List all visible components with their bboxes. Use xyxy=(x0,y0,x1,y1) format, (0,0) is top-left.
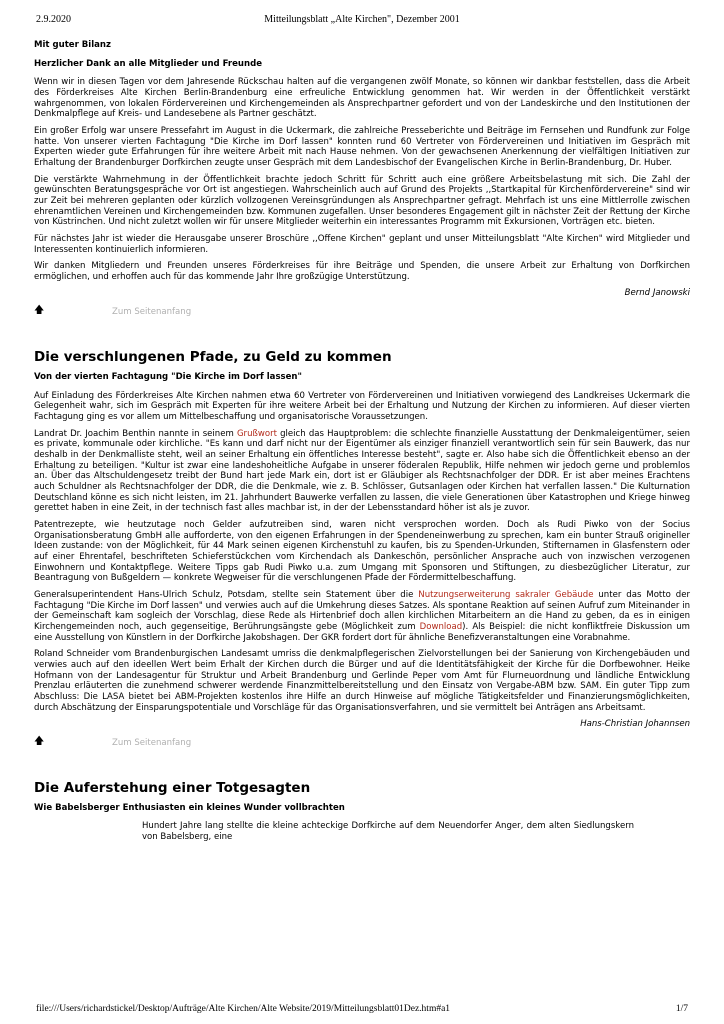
paragraph xyxy=(34,590,690,643)
text-run: Generalsuperintendent Hans-Ulrich Schulz, Potsdam, stellte sein Statement über die xyxy=(34,589,419,600)
print-title: Mitteilungsblatt „Alte Kirchen", Dezember 2001 xyxy=(264,14,460,25)
text-run: ). Als Beispiel: die nicht konfliktfreie Diskussion um eine Ausstellung von Künstlern in der Dorfkirche Jakobshagen. Der GKR fordert dort für ähnliche Benefizveranstaltungen eine Vorabnahme. xyxy=(34,621,690,643)
paragraph: Für nächstes Jahr ist wieder die Herausgabe unserer Broschüre ,,Offene Kirchen" geplant und unser Mitteilungsblatt "Alte Kirchen" wird Mitglieder und Interessenten kontinuierlich informieren. xyxy=(34,233,690,255)
paragraph xyxy=(34,429,690,514)
print-footer xyxy=(36,1004,688,1018)
page-number: 1/7 xyxy=(675,1004,688,1014)
back-to-top-link[interactable] xyxy=(34,307,690,319)
file-path: file:///Users/richardstickel/Desktop/Aufträge/Alte Kirchen/Alte Website/2019/Mitteilungsblatt01Dez.htm#a1 xyxy=(36,1004,451,1014)
back-to-top-label[interactable]: Zum Seitenanfang xyxy=(112,307,192,318)
print-header xyxy=(36,14,688,28)
paragraph: Roland Schneider vom Brandenburgischen Landesamt umriss die denkmalpflegerischen Zielvorstellungen bei der Sanierung von Kirchengebäuden und verwies auch auf den ideellen Wert beim Erhalt der Kirchen durch die Bürger und auf die Identitätsfähigkeit der Kirche für die Dorfbewohner. Heike Hofmann von der Landesagentur für Struktur und Arbeit Brandenburg und Gerlinde Peper vom Amt für Flurneuordnung und ländliche Entwicklung Prenzlau erläuterten die zunehmend schwerer werdende Finanzmittelbereitstellung und den Einsatz von Vergabe-ABM bzw. SAM. Ein guter Tipp zum Abschluss: Die LASA bietet bei ABM-Projekten kostenlos ihre Hilfe an durch Hinweise auf mögliche Tätigkeitsfelder und Finanzierungsmöglichkeiten, durch Abschätzung der Einsparungspotentiale und Vorschläge für das Organisationsverfahren, und sie vermittelt bei Anträgen ans Arbeitsamt. xyxy=(34,649,690,713)
paragraph: Wenn wir in diesen Tagen vor dem Jahresende Rückschau halten auf die vergangenen zwölf Monate, so können wir dankbar feststellen, dass die Arbeit des Förderkreises Alte Kirchen Berlin-Brandenburg eine erfreuliche Entwicklung genommen hat. Wir werden in der Öffentlichkeit verstärkt wahrgenommen, von lokalen Fördervereinen und Kirchengemeinden als Ansprechpartner gefordert und von der Landeskirche und den Institutionen der Denkmalpflege auf Kreis- und Landesebene als Partner geschätzt. xyxy=(34,77,690,120)
paragraph: Die verstärkte Wahrnehmung in der Öffentlichkeit brachte jedoch Schritt für Schritt auch eine größere Arbeitsbelastung mit sich. Die Zahl der gewünschten Beratungsgespräche vor Ort ist angestiegen. Wahrscheinlich auch auf Grund des Projekts ,,Startkapital für Kirchenfördervereine" sind wir zur Zeit bei mehreren geplanten oder kürzlich vollzogenen Vereinsgründungen als Ansprechpartner gefragt. Mehrfach ist uns eine Mittlerrolle zwischen ehrenamtlichen Vereinen und Kirchengemeinden bzw. Kommunen zugefallen. Unser besonderes Engagement gilt in nächster Zeit der Rettung der Kirche von Küstrinchen. Und nicht zuletzt wollen wir für unsere Mitglieder weiterhin ein interessantes Programm mit Exkursionen, Vorträgen etc. bieten. xyxy=(34,174,690,228)
author-signature: Bernd Janowski xyxy=(624,288,690,299)
arrow-up-icon: 🡅 xyxy=(34,735,45,747)
article-title: Die verschlungenen Pfade, zu Geld zu kommen xyxy=(34,349,392,366)
paragraph: Auf Einladung des Förderkreises Alte Kirchen nahmen etwa 60 Vertreter von Fördervereinen und Initiativen vorwiegend des Landkreises Uckermark die Gelegenheit wahr, sich im Gespräch mit Experten für ihre weitere Arbeit bei der Erhaltung und Nutzung der Kirchen zu informieren. Auf dieser vierten Fachtagung ging es vor allem um Mittelbeschaffung und organisatorische Voraussetzungen. xyxy=(34,390,690,423)
paragraph: Ein großer Erfolg war unsere Pressefahrt im August in die Uckermark, die zahlreiche Presseberichte und Beiträge im Fernsehen und Rundfunk zur Folge hatte. Von unserer vierten Fachtagung "Die Kirche im Dorf lassen" konnten rund 60 Vertreter von Fördervereinen und Initiativen im Gespräch mit Experten wieder gute Erfahrungen für ihre weitere Arbeit mit nach Hause nehmen. Von der gewachsenen Anerkennung der vielfältigen Initiativen zur Erhaltung der Brandenburger Dorfkirchen zeugte unser Gespräch mit dem Landesbischof der Evangelischen Kirche in Berlin-Brandenburg, Dr. Huber. xyxy=(34,125,690,168)
grusswort-link[interactable]: Grußwort xyxy=(236,428,277,439)
back-to-top-link[interactable] xyxy=(34,735,690,750)
section-subtitle: Herzlicher Dank an alle Mitglieder und Freunde xyxy=(34,58,263,69)
download-link[interactable]: Download xyxy=(419,621,463,632)
section-kicker: Mit guter Bilanz xyxy=(34,40,111,50)
text-run: gleich das Hauptproblem: die schlechte finanzielle Ausstattung der Denkmaleigentümer, seien es private, kommunale oder kirchliche. "Es kann und darf nicht nur der Eigentümer als einziger finanziell verantwortlich sein für sein Bauwerk, das nur deshalb in der Denkmalliste steht, weil an seiner Erhaltung ein öffentliches Interesse besteht", sagte er. Also habe sich die Öffentlichkeit ebenso an der Erhaltung zu beteiligen. "Kultur ist zwar eine landeshoheitliche Aufgabe in unserer föderalen Republik, Hilfe nehmen wir jedoch gerne und problemlos an. Über das Altschuldengesetz treibt der Bund hart jede Mark ein, dort ist er Gläubiger als Rechtsnachfolger der DDR. Er ist aber meines Erachtens auch Schuldner als Rechtsnachfolger der DDR, die die Denkmale, wie z. B. Schlösser, Gutsanlagen oder Kirchen hat verfallen lassen." Die Kulturnation Deutschland könne es sich nicht leisten, im 21. Jahrhundert Bauwerke verfallen zu lassen, die viele Generationen über Katastrophen und Kriege hinweg gerettet haben in eine Zeit, in der technisch fast alles machbar ist, in der der Lebensstandard höher ist als je zuvor. xyxy=(34,428,690,514)
article-subtitle: Wie Babelsberger Enthusiasten ein kleines Wunder vollbrachten xyxy=(34,802,345,813)
article-title: Die Auferstehung einer Totgesagten xyxy=(34,779,311,796)
paragraph: Hundert Jahre lang stellte die kleine achteckige Dorfkirche auf dem Neuendorfer Anger, dem alten Siedlungskern von Babelsberg, eine xyxy=(142,821,634,843)
article-subtitle: Von der vierten Fachtagung "Die Kirche im Dorf lassen" xyxy=(34,372,302,383)
paragraph: Patentrezepte, wie heutzutage noch Gelder aufzutreiben sind, waren nicht versprochen worden. Doch als Rudi Piwko von der Socius Organisationsberatung GmbH alle aufforderte, von den eigenen Erfahrungen in der Spendeneinwerbung zu sprechen, kam ein bunter Strauß origineller Ideen zustande: von der Möglichkeit, für 44 Mark seinen eigenen Kirchenstuhl zu kaufen, bis zu Spenden-Urkunden, Stifternamen in Glasfenstern oder auf einer Ehrentafel, beschrifteten Schieferstückchen vom Kirchendach als Dankeschön, persönlicher Ansprache auch von inzwischen verzogenen Einwohnern und Kontaktpflege. Weitere Tipps gab Rudi Piwko u.a. zum Umgang mit Sponsoren und Stiftungen, zu diesbezüglicher Literatur, zur Beantragung von Bußgeldern — konkrete Wegweiser für die verschlungenen Pfade der Fördermittelbeschaffung. xyxy=(34,520,690,584)
back-to-top-label[interactable]: Zum Seitenanfang xyxy=(112,737,192,748)
paragraph: Wir danken Mitgliedern und Freunden unseres Förderkreises für ihre Beiträge und Spenden, die unsere Arbeit zur Erhaltung von Dorfkirchen ermöglichen, und erhoffen auch für das kommende Jahr Ihre großzügige Unterstützung. xyxy=(34,261,690,282)
nutzungserweiterung-link[interactable]: Nutzungserweiterung sakraler Gebäude xyxy=(418,589,594,600)
page-content xyxy=(34,40,690,849)
print-date: 2.9.2020 xyxy=(36,14,71,25)
author-signature: Hans-Christian Johannsen xyxy=(580,719,690,730)
text-run: Landrat Dr. Joachim Benthin nannte in seinem xyxy=(34,428,237,439)
arrow-up-icon: 🡅 xyxy=(34,305,45,317)
text-run: unter das Motto der Fachtagung "Die Kirche im Dorf lassen" und verwies auch auf die Umkehrung dieses Satzes. Als spontane Reaktion auf seinen Aufruf zum Miteinander in der Gemeinschaft kam sogleich der Vorschlag, diese Rede als Hirtenbrief doch allen kirchlichen Mitarbeitern an die Hand zu geben, da es in einigen Kirchengemeinden noch, auch gegenseitige, Berührungsängste gebe (Möglichkeit zum xyxy=(34,589,690,632)
